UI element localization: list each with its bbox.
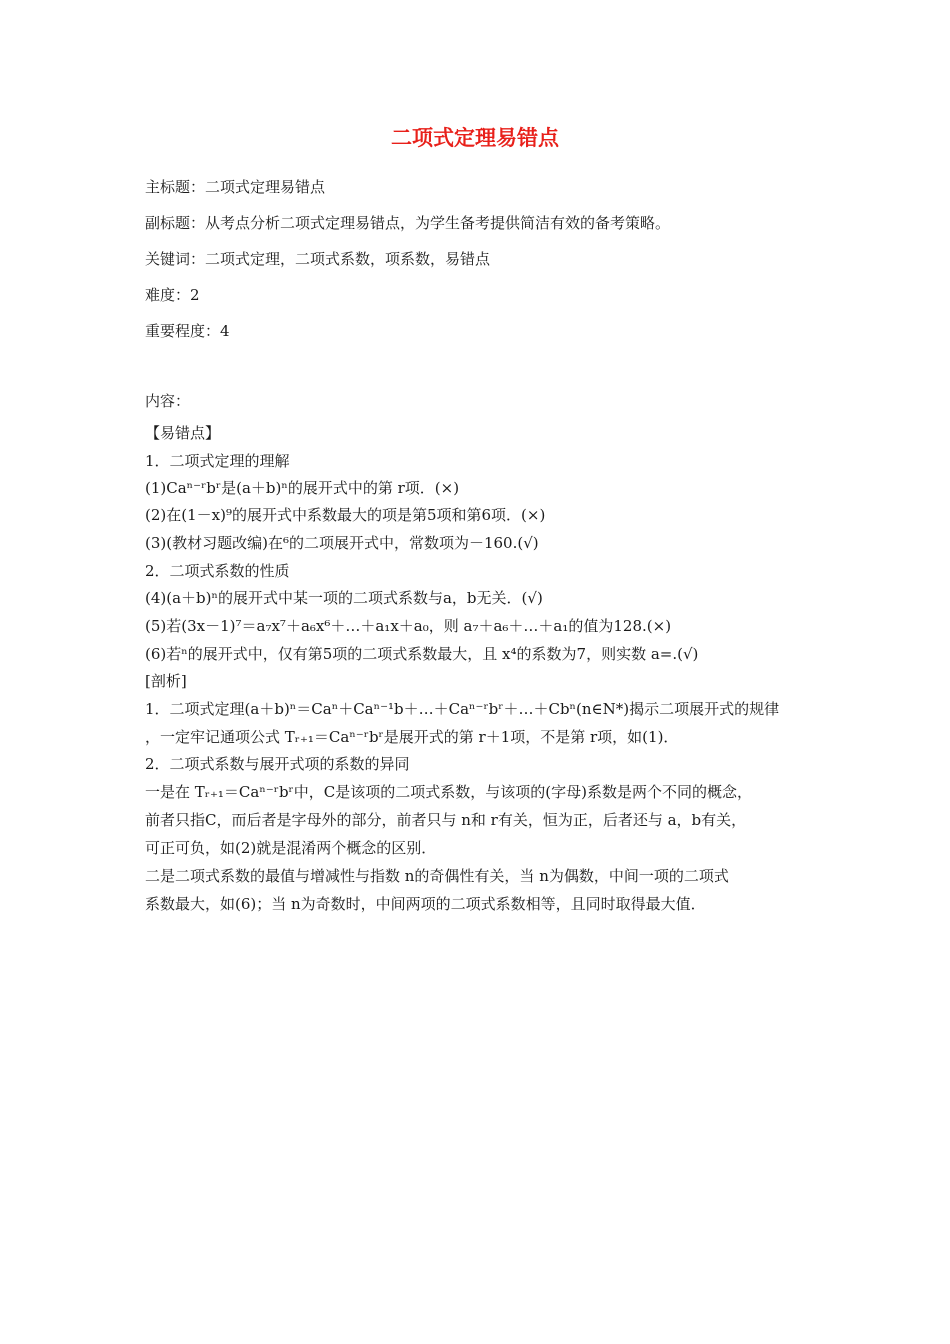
keywords-line: 关键词：二项式定理，二项式系数，项系数，易错点: [145, 250, 491, 268]
analysis-para-2-title: 2．二项式系数与展开式项的系数的异同: [145, 755, 410, 773]
analysis-para-1-line-1: 1．二项式定理(a＋b)ⁿ＝Caⁿ＋Caⁿ⁻¹b＋…＋Caⁿ⁻ʳbʳ＋…＋Cbⁿ(n∈N*)揭示二项展开式的规律: [145, 700, 780, 718]
analysis-para-3-line-2: 系数最大，如(6)；当 n为奇数时，中间两项的二项式系数相等，且同时取得最大值．: [145, 895, 706, 913]
list-item-4: (4)(a＋b)ⁿ的展开式中某一项的二项式系数与a，b无关．(√): [145, 589, 543, 607]
list-item-1: (1)Caⁿ⁻ʳbʳ是(a＋b)ⁿ的展开式中的第 r项．(×): [145, 479, 460, 497]
list-item-6: (6)若ⁿ的展开式中，仅有第5项的二项式系数最大，且 x⁴的系数为7，则实数 a=.(√): [145, 645, 699, 663]
analysis-para-1-line-2: ，一定牢记通项公式 Tᵣ₊₁＝Caⁿ⁻ʳbʳ是展开式的第 r＋1项，不是第 r项，如(1)．: [145, 728, 679, 746]
analysis-heading: [剖析]: [145, 672, 187, 690]
document-title: 二项式定理易错点: [391, 126, 559, 150]
importance-line: 重要程度：4: [145, 322, 230, 340]
subtitle-line: 副标题：从考点分析二项式定理易错点，为学生备考提供简洁有效的备考策略。: [145, 214, 671, 232]
section-2-title: 2．二项式系数的性质: [145, 562, 290, 580]
list-item-3: (3)(教材习题改编)在⁶的二项展开式中，常数项为－160.(√): [145, 534, 539, 552]
list-item-2: (2)在(1－x)⁹的展开式中系数最大的项是第5项和第6项．(×): [145, 506, 546, 524]
analysis-para-2-line-2: 前者只指C，而后者是字母外的部分，前者只与 n和 r有关，恒为正，后者还与 a，b有关，: [145, 811, 747, 829]
content-label: 内容：: [145, 392, 191, 410]
section-1-title: 1．二项式定理的理解: [145, 452, 290, 470]
main-title-line: 主标题：二项式定理易错点: [145, 178, 326, 196]
analysis-para-2-line-1: 一是在 Tᵣ₊₁＝Caⁿ⁻ʳbʳ中，C是该项的二项式系数，与该项的(字母)系数是两个不同的概念，: [145, 783, 752, 801]
analysis-para-3-line-1: 二是二项式系数的最值与增减性与指数 n的奇偶性有关，当 n为偶数，中间一项的二项式: [145, 867, 729, 885]
difficulty-line: 难度：2: [145, 286, 200, 304]
section-heading-errors: 【易错点】: [145, 424, 221, 442]
list-item-5: (5)若(3x－1)⁷＝a₇x⁷＋a₆x⁶＋…＋a₁x＋a₀，则 a₇＋a₆＋…＋a₁的值为128.(×): [145, 617, 672, 635]
analysis-para-2-line-3: 可正可负，如(2)就是混淆两个概念的区别．: [145, 839, 437, 857]
